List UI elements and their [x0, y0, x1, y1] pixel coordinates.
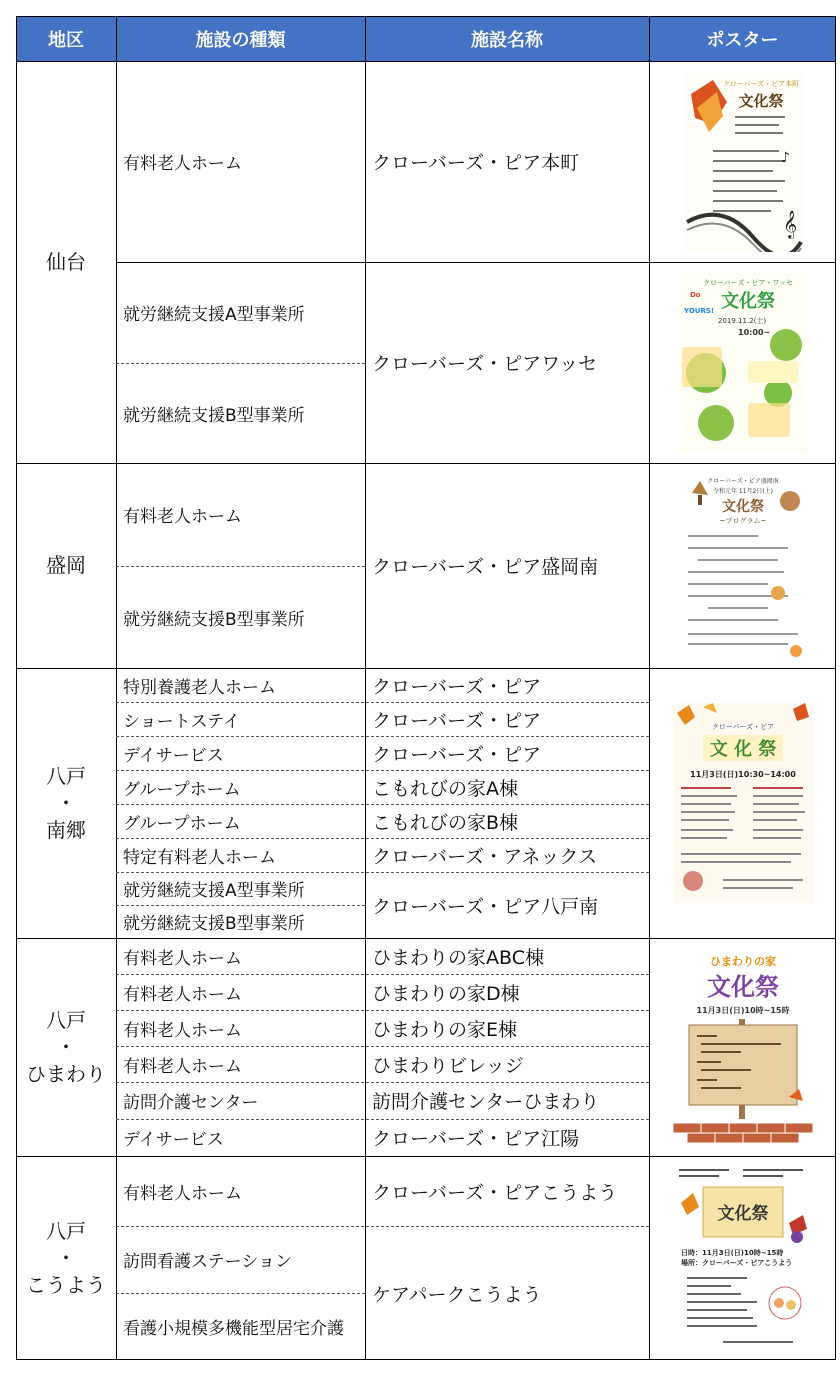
poster-title: 文化祭: [717, 1204, 768, 1224]
poster-cell: [649, 262, 836, 463]
poster-image-himawari: [673, 947, 813, 1147]
name-cell: [365, 1156, 649, 1226]
type-label: 就労継続支援B型事業所: [123, 609, 305, 630]
type-cell: [116, 1082, 365, 1119]
type-cell: [116, 1226, 365, 1293]
header-type-label: 施設の種類: [195, 29, 286, 51]
poster-cell: [649, 61, 836, 262]
area-himawari: [16, 938, 116, 1156]
type-label: 特定有料老人ホーム: [123, 847, 276, 868]
svg-text:YOURS!: YOURS!: [683, 306, 714, 315]
name-label: 訪問介護センターひまわり: [372, 1091, 600, 1113]
type-label: 有料老人ホーム: [123, 984, 242, 1005]
name-label: クローバーズ・ピア盛岡南: [372, 556, 599, 578]
header-type: [116, 16, 365, 61]
facility-table: [16, 16, 836, 1360]
name-cell: [365, 974, 649, 1010]
poster-subtitle: クローバーズ・ピア・ワッセ: [702, 278, 793, 287]
name-label: クローバーズ・ピアワッセ: [372, 353, 598, 375]
name-cell: [365, 1046, 649, 1082]
area-label: 仙台: [46, 249, 86, 274]
name-label: ひまわりの家E棟: [372, 1018, 518, 1041]
name-cell: [365, 872, 649, 938]
type-cell: [116, 1010, 365, 1046]
poster-image-wasse: [678, 273, 808, 453]
poster-title: 文化祭: [706, 973, 779, 1001]
poster-date: 2019.11.2(土): [717, 316, 766, 325]
area-morioka: [16, 463, 116, 668]
name-label: ひまわりの家D棟: [372, 982, 520, 1005]
poster-date: 11月3日(日)10時~15時: [696, 1006, 789, 1015]
name-label: こもれびの家B棟: [372, 811, 519, 834]
header-name-label: 施設名称: [471, 29, 543, 51]
poster-image-koyo: [673, 1163, 813, 1353]
header-name: [365, 16, 649, 61]
name-label: クローバーズ・ピア本町: [372, 152, 580, 174]
name-cell: [365, 838, 649, 872]
type-cell: [116, 974, 365, 1010]
header-area: [16, 16, 116, 61]
area-label: 八戸: [46, 763, 86, 788]
type-cell: [116, 702, 365, 736]
header-area-label: 地区: [48, 29, 84, 51]
type-label: 就労継続支援A型事業所: [123, 305, 305, 325]
type-cell: [116, 363, 365, 463]
music-note-icon: ♪: [780, 149, 790, 166]
type-cell: [116, 905, 365, 938]
poster-date: 令和元年 11月2日(土): [712, 488, 773, 495]
name-cell: [365, 1226, 649, 1360]
poster-date: 11月3日(日)10:30~14:00: [689, 770, 796, 779]
type-label: 有料老人ホーム: [123, 1056, 242, 1077]
type-label: グループホーム: [123, 813, 241, 834]
type-label: デイサービス: [123, 1130, 224, 1150]
type-label: 特別養護老人ホーム: [123, 677, 276, 698]
name-label: こもれびの家A棟: [372, 777, 518, 800]
poster-subtitle: ひまわりの家: [709, 955, 776, 968]
name-label: クローバーズ・ピアこうよう: [372, 1181, 618, 1204]
poster-cell: [649, 668, 836, 938]
type-label: 有料老人ホーム: [123, 507, 242, 527]
type-cell: [116, 938, 365, 974]
type-cell: [116, 736, 365, 770]
type-label: ショートステイ: [123, 711, 240, 732]
area-separator: ・: [56, 1245, 76, 1270]
type-cell: [116, 1046, 365, 1082]
type-label: 就労継続支援B型事業所: [123, 914, 305, 934]
name-label: クローバーズ・アネックス: [372, 845, 598, 868]
area-label: 八戸: [46, 1218, 86, 1243]
area-koyo: [16, 1156, 116, 1360]
type-cell: [116, 463, 365, 566]
header-poster: [649, 16, 836, 61]
area-label: ひまわり: [26, 1061, 106, 1086]
area-separator: ・: [56, 790, 76, 815]
type-cell: [116, 872, 365, 905]
name-label: ひまわりビレッジ: [372, 1054, 524, 1077]
poster-cell: [649, 938, 836, 1156]
type-cell: [116, 1156, 365, 1226]
type-cell: [116, 566, 365, 668]
people-icon: [774, 1298, 784, 1308]
svg-text:Do: Do: [689, 290, 701, 299]
name-cell: [365, 702, 649, 736]
area-label: 盛岡: [46, 553, 86, 577]
type-cell: [116, 1119, 365, 1156]
poster-program: ~プログラム~: [719, 517, 766, 525]
name-label: クローバーズ・ピア: [372, 743, 542, 766]
type-cell: [116, 838, 365, 872]
type-label: 有料老人ホーム: [123, 1183, 242, 1204]
type-cell: [116, 804, 365, 838]
area-separator: ・: [56, 1034, 76, 1059]
type-label: 有料老人ホーム: [123, 1020, 242, 1041]
header-poster-label: ポスター: [706, 29, 779, 51]
poster-title: 文化祭: [720, 290, 775, 312]
poster-title: 文 化 祭: [709, 739, 776, 760]
type-cell: [116, 262, 365, 363]
name-cell: [365, 61, 649, 262]
area-label: 南郷: [46, 817, 86, 842]
poster-image-honcho: [683, 72, 803, 252]
type-label: 訪問介護センター: [123, 1093, 259, 1113]
type-label: 就労継続支援B型事業所: [123, 405, 305, 426]
bear-icon: [780, 491, 800, 511]
type-label: デイサービス: [123, 745, 224, 766]
name-label: クローバーズ・ピア江陽: [372, 1128, 580, 1150]
type-label: グループホーム: [123, 779, 241, 800]
poster-time: 10:00~: [737, 327, 770, 337]
name-label: ひまわりの家ABC棟: [372, 946, 544, 969]
poster-subtitle: クローバーズ・ピア本町: [722, 79, 799, 88]
poster-image-morioka: [678, 473, 808, 658]
poster-subtitle: クローバーズ・ピア: [711, 723, 774, 731]
type-label: 訪問看護ステーション: [123, 1252, 292, 1272]
poster-date: 日時：11月3日(日)10時~15時: [680, 1249, 783, 1257]
type-cell: [116, 1293, 365, 1360]
name-label: ケアパークこうよう: [372, 1283, 542, 1306]
type-label: 就労継続支援A型事業所: [123, 881, 305, 901]
poster-image-nango: [673, 703, 813, 903]
name-cell: [365, 736, 649, 770]
poster-place: 場所：クローバーズ・ピアこうよう: [680, 1259, 792, 1267]
name-cell: [365, 1010, 649, 1046]
area-nango: [16, 668, 116, 938]
type-cell: [116, 668, 365, 702]
name-cell: [365, 938, 649, 974]
poster-cell: [649, 1156, 836, 1360]
name-cell: [365, 463, 649, 668]
poster-subtitle: クローバーズ・ピア盛岡南: [706, 478, 779, 485]
type-cell: [116, 61, 365, 262]
type-cell: [116, 770, 365, 804]
poster-title: 文化祭: [721, 499, 764, 515]
treble-clef-icon: 𝄞: [782, 209, 797, 238]
type-label: 看護小規模多機能型居宅介護: [123, 1319, 344, 1339]
name-cell: [365, 262, 649, 463]
name-label: クローバーズ・ピア: [372, 675, 542, 698]
name-cell: [365, 1119, 649, 1156]
poster-title: 文化祭: [737, 91, 784, 110]
name-label: クローバーズ・ピア: [372, 709, 542, 732]
type-label: 有料老人ホーム: [123, 948, 242, 969]
name-cell: [365, 1082, 649, 1119]
name-cell: [365, 770, 649, 804]
name-cell: [365, 668, 649, 702]
poster-cell: [649, 463, 836, 668]
area-sendai: [16, 61, 116, 463]
area-label: こうよう: [26, 1272, 106, 1297]
area-label: 八戸: [46, 1007, 86, 1032]
type-label: 有料老人ホーム: [123, 154, 242, 174]
name-cell: [365, 804, 649, 838]
name-label: クローバーズ・ピア八戸南: [372, 895, 599, 918]
